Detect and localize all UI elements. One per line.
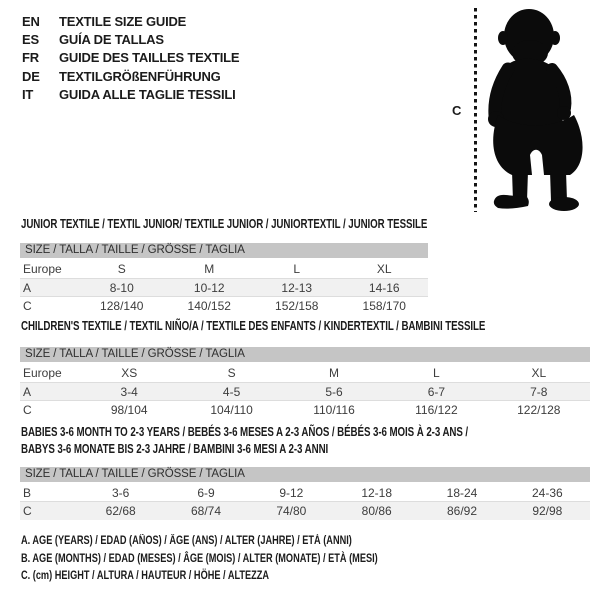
size-cell: XL (376, 262, 392, 276)
row-label: C (23, 504, 32, 518)
height-cell: 122/128 (517, 403, 561, 417)
legend-line-c: C. (cm) HEIGHT / ALTURA / HAUTEUR / HÖHE / ALTEZZA (21, 570, 270, 583)
height-cell: 128/140 (100, 299, 144, 313)
age-cell: 24-36 (531, 485, 563, 500)
age-cell: 3-6 (111, 485, 130, 500)
size-cell: S (117, 262, 126, 276)
children-size-table (20, 347, 590, 419)
language-code: EN (22, 13, 40, 29)
language-label: TEXTILE SIZE GUIDE (59, 13, 187, 29)
height-cell: 74/80 (276, 504, 307, 518)
age-cell: 10-12 (193, 280, 225, 295)
size-cell: XS (121, 366, 138, 380)
table-row (20, 401, 590, 419)
section-title-text-line1: BABIES 3-6 MONTH TO 2-3 YEARS / BEBÉS 3-6 MESES A 2-3 AÑOS / BÉBÉS 3-6 MOIS À 2-3 ANS / (21, 425, 469, 439)
language-row-de (22, 67, 239, 85)
section-title-text-line2: BABYS 3-6 MONATE BIS 2-3 JAHRE / BAMBINI 3-6 MESI A 2-3 ANNI (21, 441, 329, 456)
size-cell: XL (531, 366, 547, 380)
height-measure-label: C (452, 103, 462, 118)
row-label: C (23, 299, 32, 313)
language-row-en (22, 12, 239, 30)
height-cell: 152/158 (275, 299, 319, 313)
height-cell: 140/152 (187, 299, 231, 313)
age-cell: 7-8 (530, 384, 548, 399)
size-cell: S (227, 366, 236, 380)
language-code: DE (22, 68, 40, 84)
age-cell: 3-4 (120, 384, 138, 399)
age-cell: 14-16 (368, 280, 400, 295)
height-cell: 86/92 (446, 504, 477, 518)
language-label: GUIDA ALLE TAGLIE TESSILI (59, 86, 236, 102)
height-dotted-line (474, 8, 477, 212)
junior-size-table (20, 243, 428, 315)
table-row (20, 383, 590, 401)
section-title-text: JUNIOR TEXTILE / TEXTIL JUNIOR/ TEXTILE JUNIOR / JUNIORTEXTIL / JUNIOR TESSILE (21, 217, 428, 231)
size-cell: L (433, 366, 440, 380)
table-row (20, 279, 428, 297)
size-cell: M (328, 366, 339, 380)
table-row (20, 260, 428, 279)
row-label: Europe (23, 262, 62, 276)
children-section-title (21, 318, 485, 335)
age-cell: 12-18 (361, 485, 393, 500)
table-row (20, 484, 590, 502)
baby-silhouette-icon (486, 5, 600, 212)
row-label: A (23, 280, 32, 295)
size-header-bar: SIZE / TALLA / TAILLE / GRÖSSE / TAGLIA (20, 467, 590, 482)
height-cell: 92/98 (532, 504, 563, 518)
language-code: FR (22, 50, 39, 66)
age-cell: 5-6 (325, 384, 343, 399)
height-cell: 98/104 (110, 403, 148, 417)
table-row (20, 364, 590, 383)
height-cell: 110/116 (313, 403, 355, 417)
height-cell: 116/122 (415, 403, 458, 417)
row-label: C (23, 403, 32, 417)
row-label: A (23, 384, 32, 399)
row-label: B (23, 485, 32, 500)
age-cell: 9-12 (279, 485, 304, 500)
height-cell: 80/86 (361, 504, 392, 518)
legend-line-b: B. AGE (MONTHS) / EDAD (MESES) / ÂGE (MOIS) / ALTER (MONATE) / ETÀ (MESI) (21, 552, 378, 565)
language-row-it (22, 85, 239, 103)
size-header-bar: SIZE / TALLA / TAILLE / GRÖSSE / TAGLIA (20, 347, 590, 362)
language-row-es (22, 30, 239, 48)
age-cell: 6-9 (197, 485, 215, 500)
height-cell: 68/74 (190, 504, 221, 518)
height-cell: 62/68 (105, 504, 136, 518)
language-label: TEXTILGRÖßENFÜHRUNG (59, 68, 221, 84)
age-cell: 6-7 (427, 384, 446, 399)
babies-size-table (20, 467, 590, 520)
junior-section-title (21, 216, 427, 233)
height-cell: 158/170 (362, 299, 406, 313)
table-row (20, 502, 590, 520)
language-label: GUIDE DES TAILLES TEXTILE (59, 50, 240, 66)
language-list (22, 12, 239, 103)
size-cell: L (293, 262, 301, 276)
language-code: ES (22, 31, 39, 47)
age-cell: 18-24 (446, 485, 478, 500)
measurement-legend (21, 533, 378, 586)
size-cell: M (204, 262, 215, 276)
age-cell: 8-10 (109, 280, 134, 295)
height-cell: 104/110 (210, 403, 253, 417)
language-label: GUÍA DE TALLAS (59, 31, 164, 47)
babies-section-title (21, 424, 468, 457)
age-cell: 4-5 (222, 384, 241, 399)
age-cell: 12-13 (281, 280, 313, 295)
language-row-fr (22, 49, 239, 67)
table-row (20, 297, 428, 315)
language-code: IT (22, 86, 34, 102)
size-header-bar: SIZE / TALLA / TAILLE / GRÖSSE / TAGLIA (20, 243, 428, 258)
section-title-text: CHILDREN'S TEXTILE / TEXTIL NIÑO/A / TEXTILE DES ENFANTS / KINDERTEXTIL / BAMBINI TESSILE (21, 319, 486, 333)
row-label: Europe (23, 366, 62, 380)
legend-line-a: A. AGE (YEARS) / EDAD (AÑOS) / ÂGE (ANS) / ALTER (JAHRE) / ETÀ (ANNI) (21, 535, 352, 547)
